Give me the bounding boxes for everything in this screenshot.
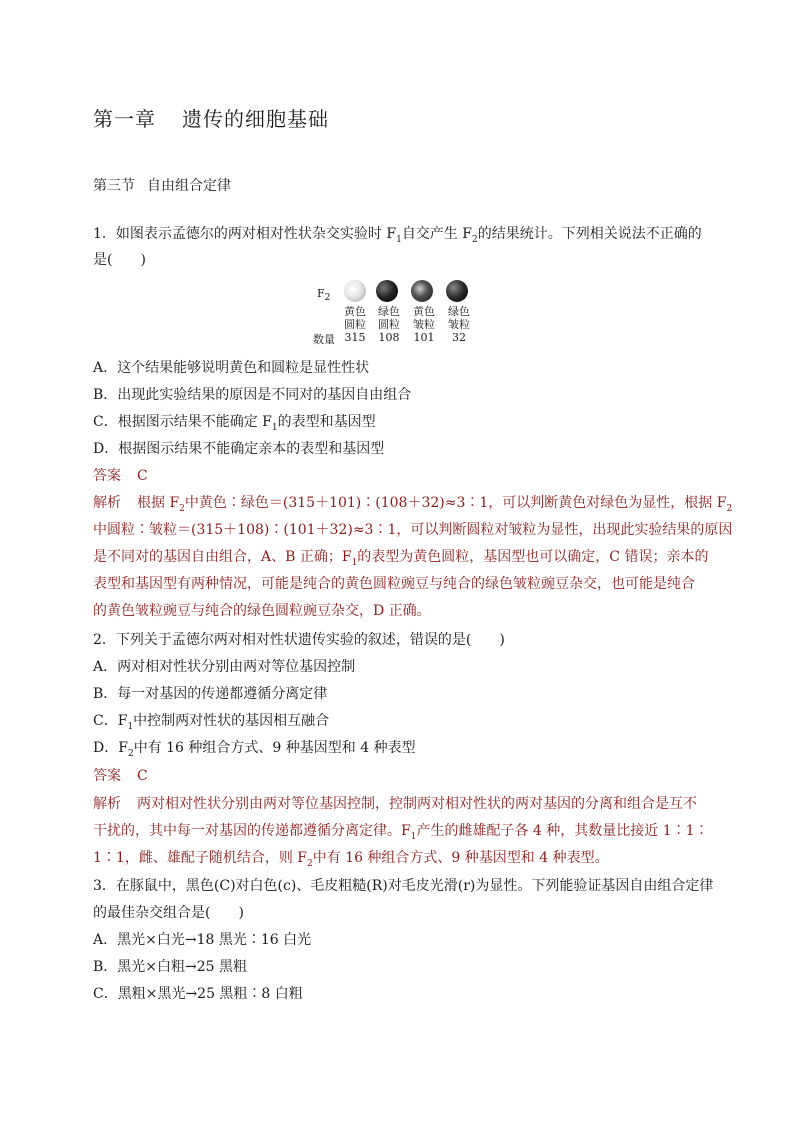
q3-stem-line1: 3．在豚鼠中，黑色(C)对白色(c)、毛皮粗糙(R)对毛皮光滑(r)为显性。下列能验证基因自由组合定律	[93, 878, 714, 894]
yellow-round-seed-image	[344, 280, 366, 302]
generation-label: $F_2$	[317, 287, 331, 304]
green-round-seed-image	[376, 280, 398, 302]
q2-stem: 2．下列关于孟德尔两对相对性状遗传实验的叙述，错误的是( )	[93, 632, 505, 648]
q1-analysis-line5: 的黄色皱粒豌豆与纯合的绿色圆粒豌豆杂交，D 正确。	[93, 603, 431, 619]
section-heading	[93, 175, 231, 195]
q2-option-d: D．$F_2$中有 16 种组合方式、9 种基因型和 4 种表型	[93, 740, 416, 759]
q1-stem-line1: 1．如图表示孟德尔的两对相对性状杂交实验时 $F_1$自交产生 $F_2$的结果统计。下列相关说法不正确的	[93, 226, 702, 245]
chapter-title: 遗传的细胞基础	[182, 107, 329, 131]
q3-option-c: C．黑粗×黑光→25 黑粗∶8 白粗	[93, 986, 303, 1002]
q3-stem-line2: 的最佳杂交组合是( )	[93, 905, 244, 921]
q1-analysis-line3: 是不同对的基因自由组合，A、B 正确；$F_1$的表型为黄色圆粒，基因型也可以确定，C 错误；亲本的	[93, 549, 709, 568]
section-title: 自由组合定律	[147, 178, 231, 194]
q1-option-a: A．这个结果能够说明黄色和圆粒是显性性状	[93, 360, 370, 376]
yellow-wrinkled-seed-image	[411, 280, 433, 302]
q1-option-b: B．出现此实验结果的原因是不同对的基因自由组合	[93, 387, 412, 403]
q1-answer: 答案 C	[93, 468, 148, 484]
q2-answer: 答案 C	[93, 768, 148, 784]
q1-analysis-line4: 表型和基因型有两种情况，可能是纯合的黄色圆粒豌豆与纯合的绿色皱粒豌豆杂交，也可能是纯合	[93, 576, 695, 592]
quantity-label: 数量	[313, 333, 335, 346]
q3-option-a: A．黑光×白光→18 黑光∶16 白光	[93, 932, 312, 948]
figure-column: 绿色 皱粒 32	[448, 305, 470, 344]
q1-stem-line2: 是( )	[93, 252, 146, 268]
q2-option-c: C．$F_1$中控制两对性状的基因相互融合	[93, 713, 330, 732]
q3-option-b: B．黑光×白粗→25 黑粗	[93, 959, 248, 975]
chapter-number: 第一章	[93, 107, 156, 131]
figure-column: 绿色 圆粒 108	[378, 305, 400, 344]
q1-analysis-line1: 解析 根据 $F_2$中黄色∶绿色＝(315＋101)∶(108＋32)≈3∶1，可以判断黄色对绿色为显性，根据 $F_2$	[93, 495, 733, 514]
q1-option-c: C．根据图示结果不能确定 $F_1$的表型和基因型	[93, 414, 376, 433]
q1-option-d: D．根据图示结果不能确定亲本的表型和基因型	[93, 441, 385, 457]
q1-analysis-line2: 中圆粒∶皱粒＝(315＋108)∶(101＋32)≈3∶1，可以判断圆粒对皱粒为显性，出现此实验结果的原因	[93, 522, 733, 538]
q2-option-b: B．每一对基因的传递都遵循分离定律	[93, 686, 328, 702]
figure-column: 黄色 圆粒 315	[344, 305, 366, 344]
q2-analysis-line1: 解析 两对相对性状分别由两对等位基因控制，控制两对相对性状的两对基因的分离和组合是互不	[93, 796, 697, 812]
chapter-heading	[93, 103, 329, 132]
q2-option-a: A．两对相对性状分别由两对等位基因控制	[93, 659, 356, 675]
green-wrinkled-seed-image	[446, 280, 468, 302]
figure-column: 黄色 皱粒 101	[413, 305, 435, 344]
seed-figure	[315, 279, 485, 349]
section-number: 第三节	[93, 178, 135, 194]
q2-analysis-line3: 1∶1，雌、雄配子随机结合，则 $F_2$中有 16 种组合方式、9 种基因型和 4 种表型。	[93, 850, 609, 869]
q2-analysis-line2: 干扰的，其中每一对基因的传递都遵循分离定律。$F_1$产生的雌雄配子各 4 种，其数量比接近 1∶1∶	[93, 823, 709, 842]
